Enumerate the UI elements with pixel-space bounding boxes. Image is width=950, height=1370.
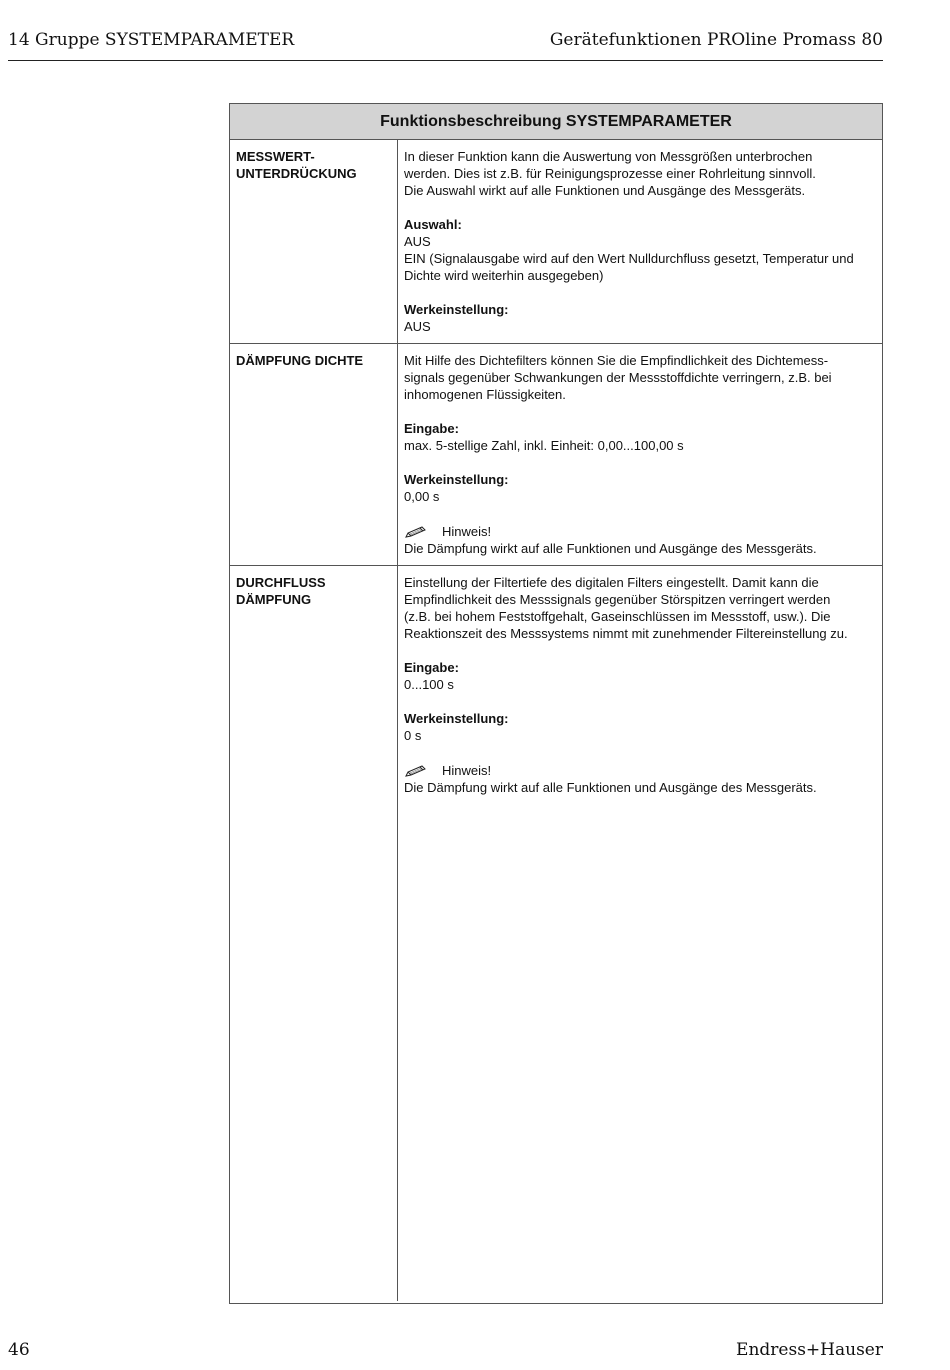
hint-heading: [404, 523, 876, 540]
function-description-table: [229, 103, 883, 1304]
default-value: 0 s: [404, 728, 422, 743]
hint-heading: [404, 762, 876, 779]
description-line: Empfindlichkeit des Messsignals gegenüber Störspitzen verringert werden: [404, 592, 831, 607]
description-line: (z.B. bei hohem Feststoffgehalt, Gaseinschlüssen im Messstoff, usw.). Die: [404, 609, 831, 624]
function-name: DURCHFLUSS: [236, 575, 326, 590]
default-label: Werkeinstellung:: [404, 302, 509, 317]
description-line: signals gegenüber Schwankungen der Messstoffdichte verringern, z.B. bei: [404, 370, 832, 385]
header-section-title: 14 Gruppe SYSTEMPARAMETER: [8, 30, 295, 50]
choice-label: Auswahl:: [404, 217, 462, 232]
function-description-cell: [398, 566, 882, 1301]
input-value: 0...100 s: [404, 677, 454, 692]
hint-label: Hinweis!: [442, 763, 492, 778]
default-value: AUS: [404, 319, 431, 334]
input-label: Eingabe:: [404, 421, 459, 436]
default-label: Werkeinstellung:: [404, 472, 509, 487]
choice-option: EIN (Signalausgabe wird auf den Wert Nulldurchfluss gesetzt, Temperatur und: [404, 251, 854, 266]
description-line: werden. Dies ist z.B. für Reinigungsprozesse einer Rohrleitung sinnvoll.: [404, 166, 816, 181]
function-name: UNTERDRÜCKUNG: [236, 166, 357, 181]
hint-text: Die Dämpfung wirkt auf alle Funktionen und Ausgänge des Messgeräts.: [404, 780, 817, 795]
description-line: Mit Hilfe des Dichtefilters können Sie die Empfindlichkeit des Dichtemess-: [404, 353, 829, 368]
header-divider: [8, 60, 883, 61]
input-value: max. 5-stellige Zahl, inkl. Einheit: 0,00...100,00 s: [404, 438, 684, 453]
description-line: Reaktionszeit des Messsystems nimmt mit zunehmender Filtereinstellung zu.: [404, 626, 848, 641]
function-description-cell: [398, 344, 882, 565]
choice-option: Dichte wird weiterhin ausgegeben): [404, 268, 604, 283]
table-row: [230, 344, 882, 566]
page-number: 46: [8, 1340, 30, 1360]
pencil-icon: [404, 525, 428, 539]
table-row: [230, 566, 882, 1301]
hint-text: Die Dämpfung wirkt auf alle Funktionen und Ausgänge des Messgeräts.: [404, 541, 817, 556]
function-name-cell: [230, 344, 398, 565]
description-line: inhomogenen Flüssigkeiten.: [404, 387, 566, 402]
function-name-cell: [230, 140, 398, 343]
function-description-cell: [398, 140, 882, 343]
description-line: Einstellung der Filtertiefe des digitalen Filters eingestellt. Damit kann die: [404, 575, 819, 590]
function-name: DÄMPFUNG DICHTE: [236, 353, 364, 368]
brand-logo: Endress+Hauser: [736, 1340, 883, 1360]
header-document-title: Gerätefunktionen PROline Promass 80: [549, 30, 883, 50]
table-title: Funktionsbeschreibung SYSTEMPARAMETER: [230, 104, 882, 140]
table-row: [230, 140, 882, 344]
function-name: DÄMPFUNG: [236, 592, 312, 607]
description-line: In dieser Funktion kann die Auswertung von Messgrößen unterbrochen: [404, 149, 813, 164]
default-label: Werkeinstellung:: [404, 711, 509, 726]
hint-label: Hinweis!: [442, 524, 492, 539]
choice-option: AUS: [404, 234, 431, 249]
default-value: 0,00 s: [404, 489, 440, 504]
input-label: Eingabe:: [404, 660, 459, 675]
function-name: MESSWERT-: [236, 149, 315, 164]
pencil-icon: [404, 764, 428, 778]
description-line: Die Auswahl wirkt auf alle Funktionen und Ausgänge des Messgeräts.: [404, 183, 806, 198]
function-name-cell: [230, 566, 398, 1301]
